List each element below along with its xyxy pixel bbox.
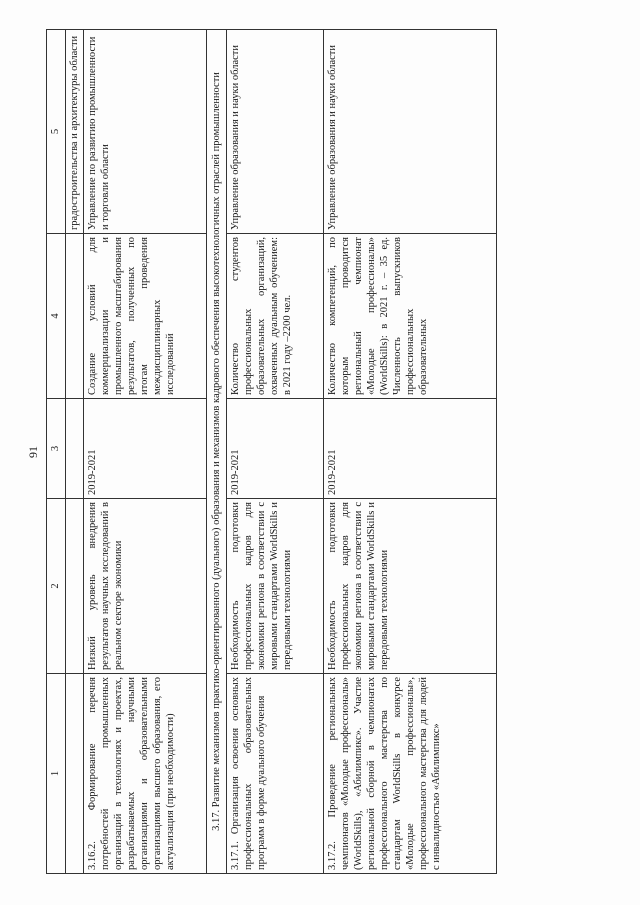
section-title: 3.17. Развитие механизмов практико-ориентированного (дуального) образования и механизмов кадрового обеспечения высокотехнологичных отраслей промышленности [207,30,227,874]
responsible-cell: градостроительства и архитектуры области [66,30,84,234]
measure-cell: 3.16.2. Формирование перечня потребностей промышленных организаций в технологиях и проектах, разрабатываемых научными организациями и образовательными организациями высшего образования, его актуализация (при необходимости) [84,674,207,874]
measure-cell: 3.17.2. Проведение региональных чемпионатов «Молодые профессионалы» (WorldSkills), «Абилимпикс». Участие региональной сборной в чемпионатах профессионального мастерства по стандартам WorldSkills в конкурсе «Молодые профессионалы», профессионального мастерства для людей с инвалидностью «Абилимпикс» [324,674,497,874]
header-cell: 3 [47,399,66,499]
result-cell: Количество студентов профессиональных образовательных организаций, охваченных дуальным обучением: в 2021 году –2200 чел. [227,234,324,399]
header-cell: 1 [47,674,66,874]
result-cell: Создание условий для коммерциализации и промышленного масштабирования результатов, полученных по итогам проведения междисциплинарных исследований [84,234,207,399]
table-row [227,30,324,874]
responsible-cell: Управление образования и науки области [324,30,497,234]
period-cell: 2019-2021 [84,399,207,499]
rotated-content [20,22,620,882]
result-cell [66,234,84,399]
measure-cell [66,674,84,874]
problem-cell [66,499,84,674]
table-row [84,30,207,874]
problem-cell: Низкий уровень внедрения результатов научных исследований в реальном секторе экономики [84,499,207,674]
table-row [324,30,497,874]
problem-cell: Необходимость подготовки профессиональных кадров для экономики региона в соответствии с мировыми стандартами WorldSkills и передовыми технологиями [324,499,497,674]
header-cell: 4 [47,234,66,399]
measure-cell: 3.17.1. Организация освоения основных профессиональных образовательных программ в форме дуального обучения [227,674,324,874]
header-cell: 5 [47,30,66,234]
problem-cell: Необходимость подготовки профессиональных кадров для экономики региона в соответствии с мировыми стандартами WorldSkills и передовыми технологиями [227,499,324,674]
header-cell: 2 [47,499,66,674]
result-cell: Количество компетенций, по которым проводится региональный чемпионат «Молодые профессионалы» (WorldSkills): в 2021 г. – 35 ед. Численность выпускников профессиональных образовательных [324,234,497,399]
table-row [66,30,84,874]
section-row [207,30,227,874]
measures-table [46,29,497,874]
table-header-row [47,30,66,874]
period-cell: 2019-2021 [324,399,497,499]
page-number: 91 [26,446,40,458]
responsible-cell: Управление по развитию промышленности и торговли области [84,30,207,234]
period-cell [66,399,84,499]
period-cell: 2019-2021 [227,399,324,499]
responsible-cell: Управление образования и науки области [227,30,324,234]
